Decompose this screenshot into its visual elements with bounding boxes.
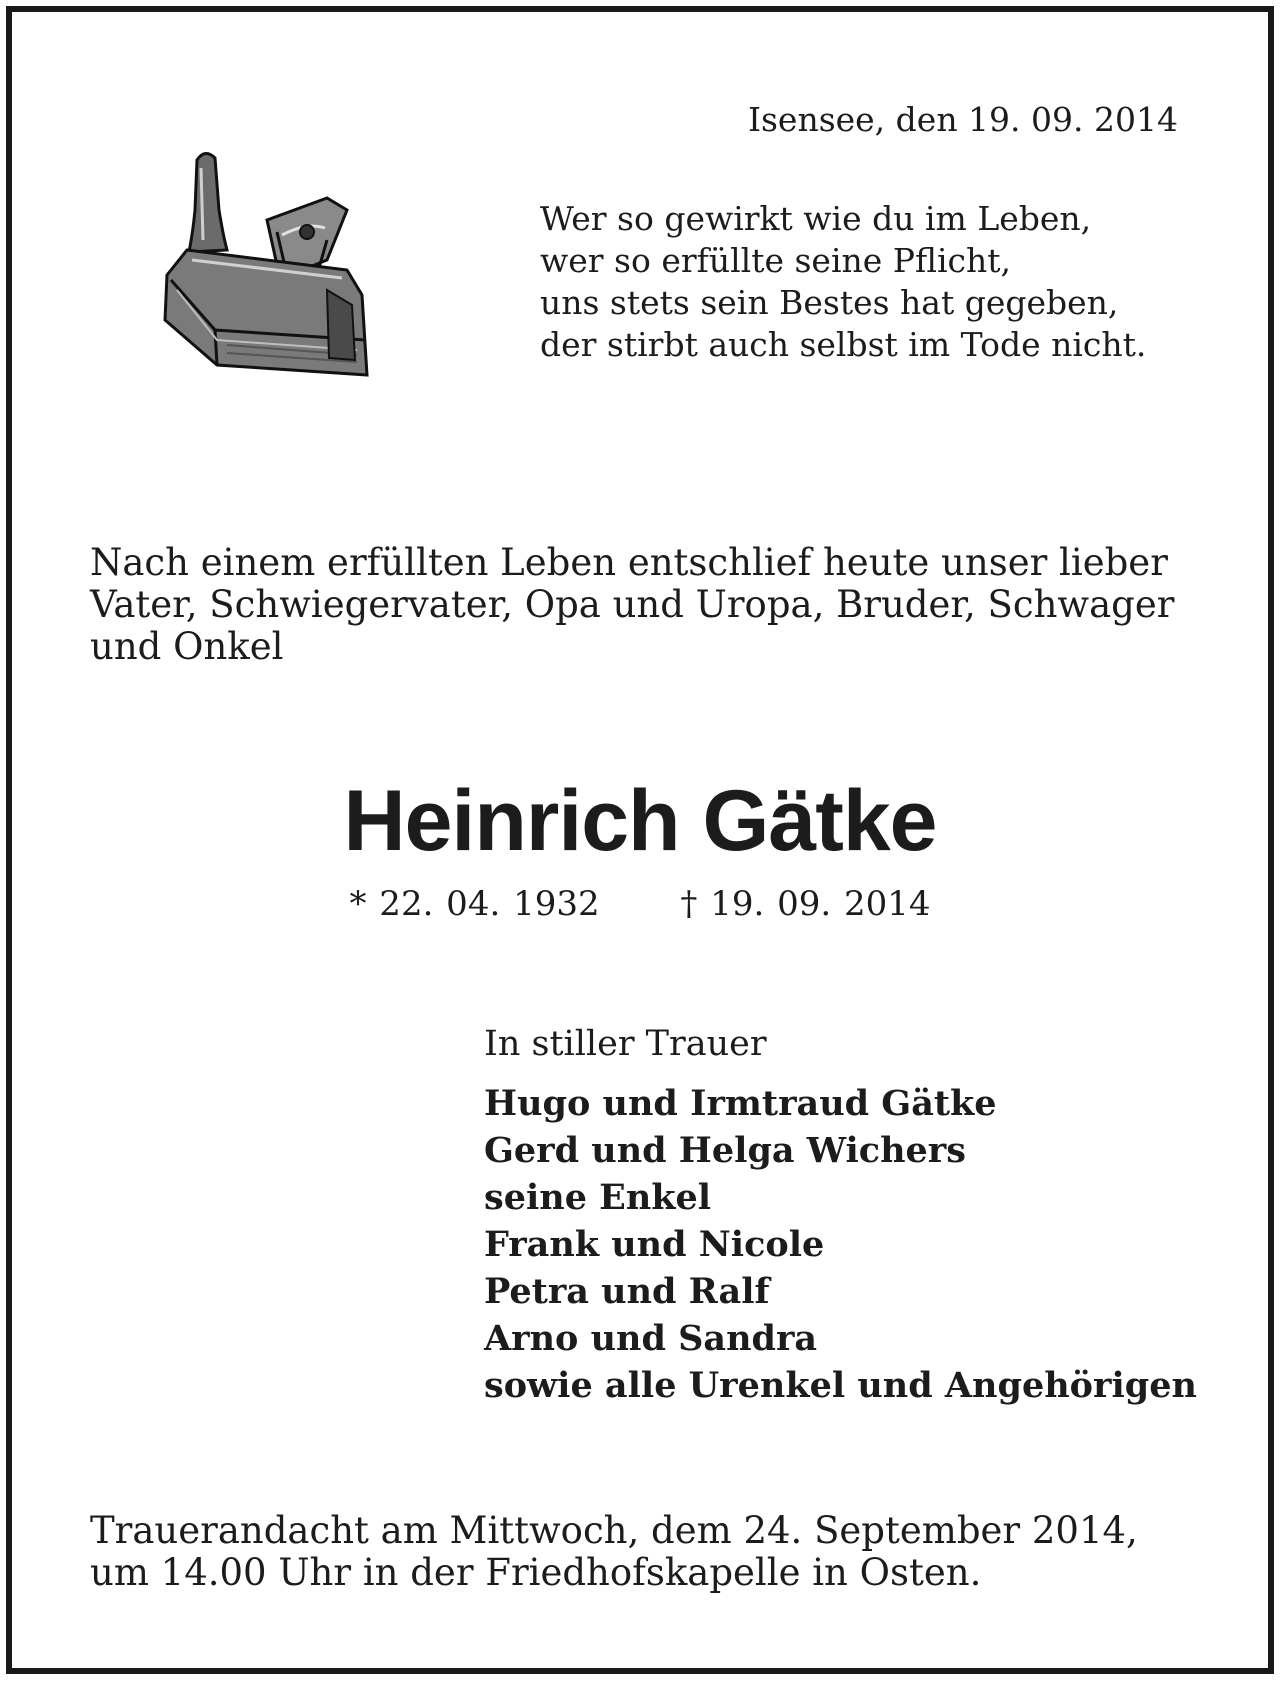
mourner-entry: Gerd und Helga Wichers <box>484 1130 966 1171</box>
verse-line: Wer so gewirkt wie du im Leben, <box>540 199 1092 238</box>
mourner-entry: sowie alle Urenkel und Angehörigen <box>484 1365 1197 1406</box>
intro-line: Vater, Schwiegervater, Opa und Uropa, Bruder, Schwager <box>90 583 1175 626</box>
mourners-list <box>484 1080 1197 1409</box>
verse-line: uns stets sein Bestes hat gegeben, <box>540 283 1119 322</box>
birth-date: * 22. 04. 1932 <box>349 884 600 924</box>
verse-line: wer so erfüllte seine Pflicht, <box>540 241 1012 280</box>
intro-text <box>90 542 1240 668</box>
wood-plane-icon <box>157 140 387 390</box>
service-line: Trauerandacht am Mittwoch, dem 24. September 2014, <box>90 1509 1138 1552</box>
death-date: † 19. 09. 2014 <box>680 884 931 924</box>
verse-line: der stirbt auch selbst im Tode nicht. <box>540 325 1147 364</box>
mourner-entry: Hugo und Irmtraud Gätke <box>484 1083 997 1124</box>
dateline: Isensee, den 19. 09. 2014 <box>747 100 1178 139</box>
obituary-notice <box>6 6 1274 1674</box>
intro-line: und Onkel <box>90 625 284 668</box>
intro-line: Nach einem erfüllten Leben entschlief heute unser lieber <box>90 541 1168 584</box>
life-dates <box>12 884 1268 924</box>
deceased-name: Heinrich Gätke <box>343 773 937 869</box>
mourner-entry: Petra und Ralf <box>484 1271 770 1312</box>
mourning-label: In stiller Trauer <box>484 1024 767 1064</box>
verse <box>540 198 1146 366</box>
mourner-entry: seine Enkel <box>484 1177 712 1218</box>
service-info <box>90 1510 1138 1594</box>
mourner-entry: Frank und Nicole <box>484 1224 825 1265</box>
mourner-entry: Arno und Sandra <box>484 1318 818 1359</box>
service-line: um 14.00 Uhr in der Friedhofskapelle in Osten. <box>90 1551 982 1594</box>
